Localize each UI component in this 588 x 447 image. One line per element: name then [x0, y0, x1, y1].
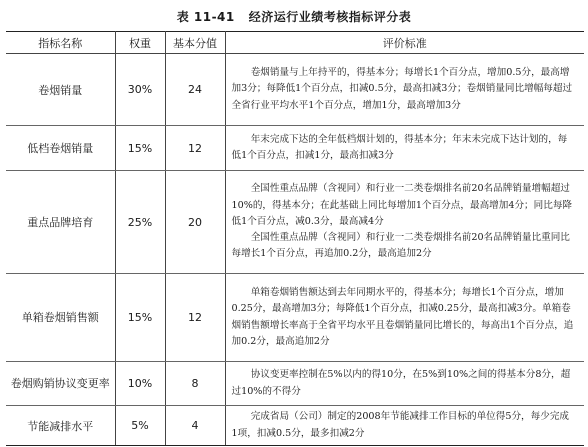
header-row [6, 32, 584, 54]
header-indicator-name: 指标名称 [6, 32, 115, 54]
indicator-name: 卷烟销量 [6, 54, 115, 126]
table-row [6, 274, 584, 362]
indicator-name: 节能减排水平 [6, 406, 115, 446]
score-cell: 12 [165, 274, 225, 362]
criteria-cell [225, 362, 584, 406]
weight-cell: 15% [115, 274, 165, 362]
criteria-cell [225, 274, 584, 362]
indicator-name: 卷烟购销协议变更率 [6, 362, 115, 406]
header-criteria: 评价标准 [225, 32, 584, 54]
criteria-text: 卷烟销量与上年持平的，得基本分；每增长1个百分点，增加0.5分，最高增加3分；每降低1个百分点，扣减0.5分，最高扣减3分；卷烟销量同比增幅每超过全省行业平均水平1个百分点，增加1分，最高增加3分 [231, 67, 573, 111]
weight-cell: 30% [115, 54, 165, 126]
header-weight: 权重 [115, 32, 165, 54]
criteria-cell [225, 126, 584, 171]
criteria-cell [225, 171, 584, 274]
weight-cell: 10% [115, 362, 165, 406]
score-cell: 12 [165, 126, 225, 171]
table-title [0, 8, 588, 25]
criteria-text: 全国性重点品牌（含视同）和行业一二类卷烟排名前20名品牌销量比重同比每增长1个百分点，再追加0.2分，最高追加2分 [231, 232, 570, 260]
table-row [6, 406, 584, 446]
criteria-text: 年末完成下达的全年低档烟计划的，得基本分；年末未完成下达计划的，每低1个百分点，扣减1分，最高扣减3分 [231, 133, 568, 161]
score-cell: 24 [165, 54, 225, 126]
indicator-name: 低档卷烟销量 [6, 126, 115, 171]
table-row [6, 362, 584, 406]
indicator-name: 重点品牌培育 [6, 171, 115, 274]
table-row [6, 171, 584, 274]
table-number: 表 11-41 [176, 10, 235, 24]
criteria-text: 协议变更率控制在5%以内的得10分，在5%到10%之间的得基本分8分，超过10%的不得分 [231, 369, 571, 397]
criteria-cell [225, 54, 584, 126]
score-cell: 4 [165, 406, 225, 446]
weight-cell: 5% [115, 406, 165, 446]
score-cell: 8 [165, 362, 225, 406]
criteria-text: 全国性重点品牌（含视同）和行业一二类卷烟排名前20名品牌销量增幅超过10%的，得基本分；在此基础上同比每增加1个百分点，最高增加4分；同比每降低1个百分点，减0.3分，最高减4分 [231, 183, 573, 227]
criteria-text: 单箱卷烟销售额达到去年同期水平的，得基本分；每增长1个百分点，增加0.25分，最高增加3分；每降低1个百分点，扣减0.25分，最高扣减3分。单箱卷烟销售额增长率高于全省平均水平且卷烟销量同比增长的，每高出1个百分点，追加0.2分，最高追加2分 [231, 287, 574, 347]
table-row [6, 54, 584, 126]
table-row [6, 126, 584, 171]
weight-cell: 25% [115, 171, 165, 274]
criteria-text: 完成省局（公司）制定的2008年节能减排工作目标的单位得5分，每少完成1项，扣减0.5分，最多扣减2分 [231, 411, 570, 439]
header-base-score: 基本分值 [165, 32, 225, 54]
indicator-name: 单箱卷烟销售额 [6, 274, 115, 362]
table-title-text: 经济运行业绩考核指标评分表 [248, 10, 412, 24]
evaluation-table [6, 31, 584, 446]
weight-cell: 15% [115, 126, 165, 171]
score-cell: 20 [165, 171, 225, 274]
criteria-cell [225, 406, 584, 446]
